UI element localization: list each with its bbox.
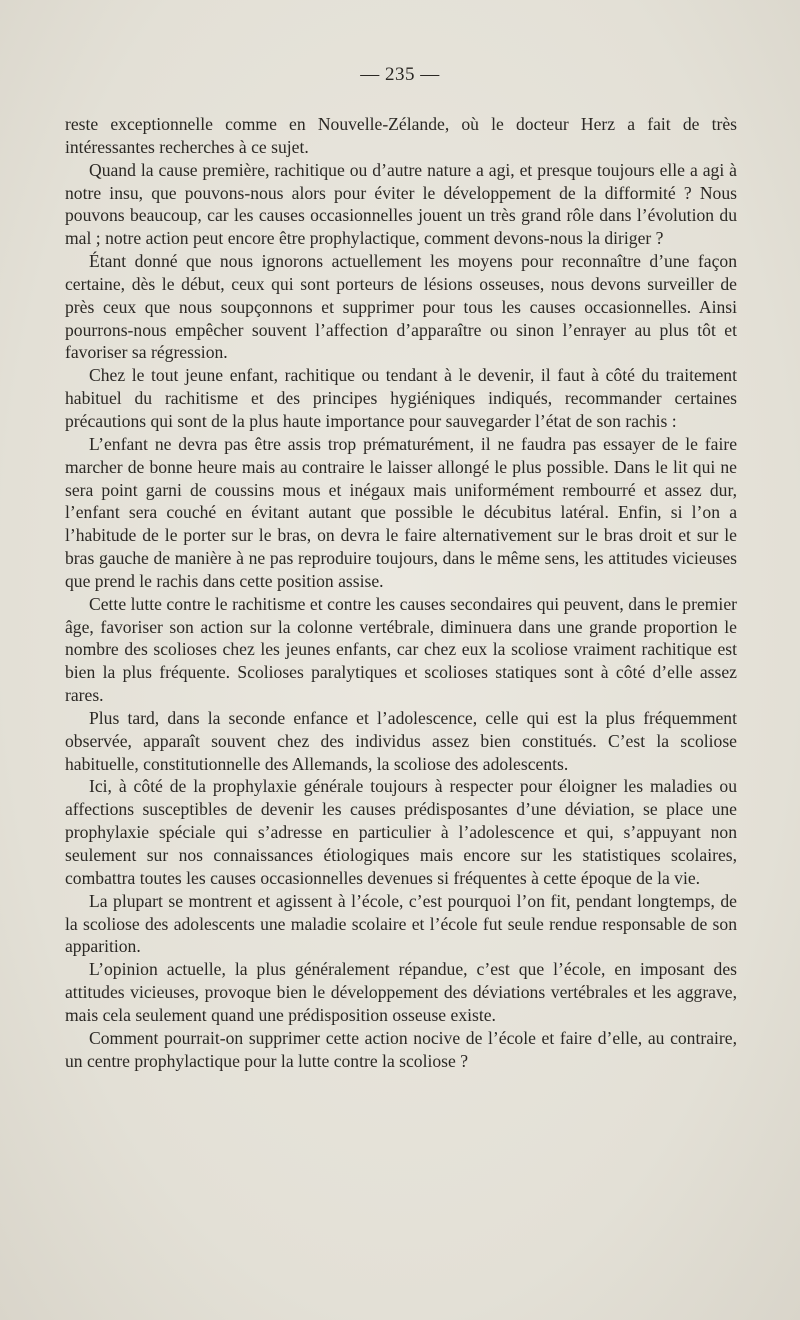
paragraph-6: Cette lutte contre le rachitisme et contre les causes secondaires qui peuvent, dans le premier âge, favoriser son action sur la colonne vertébrale, diminuera dans une grande proportion le nombre des scolioses chez les jeunes enfants, car chez eux la scoliose vraiment rachitique est bien la plus fréquente. Scolioses paralytiques et scolioses statiques sont à côté d’elle assez rares. (65, 593, 737, 706)
paragraph-4: Chez le tout jeune enfant, rachitique ou tendant à le devenir, il faut à côté du traitement habituel du rachitisme et des principes hygiéniques indiqués, recommander certaines précautions qui sont de la plus haute importance pour sauvegarder l’état de son rachis : (65, 365, 737, 431)
paragraph-2: Quand la cause première, rachitique ou d’autre nature a agi, et presque toujours elle a agi à notre insu, que pouvons-nous alors pour éviter le développement de la difformité ? Nous pouvons beaucoup, car les causes occasionnelles jouent un très grand rôle dans l’évolution du mal ; notre action peut encore être prophylactique, comment devons-nous la diriger ? (65, 159, 737, 249)
paragraph-10: L’opinion actuelle, la plus généralement répandue, c’est que l’école, en imposant des attitudes vicieuses, provoque bien le développement des déviations vertébrales et les aggrave, mais cela seulement quand une prédisposition osseuse existe. (65, 959, 737, 1025)
paragraph-9: La plupart se montrent et agissent à l’école, c’est pourquoi l’on fit, pendant longtemps, de la scoliose des adolescents une maladie scolaire et l’école fut seule rendue responsable de son apparition. (65, 890, 737, 957)
body-text (65, 113, 737, 1072)
page-number: — 235 — (360, 64, 440, 85)
paragraph-1: reste exceptionnelle comme en Nouvelle-Zélande, où le docteur Herz a fait de très intéressantes recherches à ce sujet. (65, 114, 737, 157)
paragraph-8: Ici, à côté de la prophylaxie générale toujours à respecter pour éloigner les maladies ou affections susceptibles de devenir les causes prédisposantes d’une déviation, se place une prophylaxie spéciale qui s’adresse en particulier à l’adolescence et qui, s’appuyant non seulement sur nos connaissances étiologiques mais encore sur les statistiques scolaires, combattra toutes les causes occasionnelles devenues si fréquentes à cette époque de la vie. (65, 776, 737, 888)
paragraph-5: L’enfant ne devra pas être assis trop prématurément, il ne faudra pas essayer de le faire marcher de bonne heure mais au contraire le laisser allongé le plus possible. Dans le lit qui ne sera point garni de coussins mous et inégaux mais uniformément rembourré et assez dur, l’enfant sera couché en évitant autant que possible le décubitus latéral. Enfin, si l’on a l’habitude de le porter sur le bras, on devra le faire alternativement sur le bras droit et sur le bras gauche de manière à ne pas reproduire toujours, dans le même sens, les attitudes vicieuses que prend le rachis dans cette position assise. (65, 433, 737, 591)
paragraph-7: Plus tard, dans la seconde enfance et l’adolescence, celle qui est la plus fréquemment observée, apparaît souvent chez des individus assez bien constitués. C’est la scoliose habituelle, constitutionnelle des Allemands, la scoliose des adolescents. (65, 707, 737, 774)
paragraph-11: Comment pourrait-on supprimer cette action nocive de l’école et faire d’elle, au contraire, un centre prophylactique pour la lutte contre la scoliose ? (65, 1027, 737, 1071)
paragraph-3: Étant donné que nous ignorons actuellement les moyens pour reconnaître d’une façon certaine, dès le début, ceux qui sont porteurs de lésions osseuses, nous devons surveiller de près ceux que nous soupçonnons et supprimer pour tous les causes occasionnelles. Ainsi pourrons-nous empêcher souvent l’affection d’apparaître ou sinon l’enrayer au plus tôt et favoriser sa régression. (65, 251, 737, 363)
